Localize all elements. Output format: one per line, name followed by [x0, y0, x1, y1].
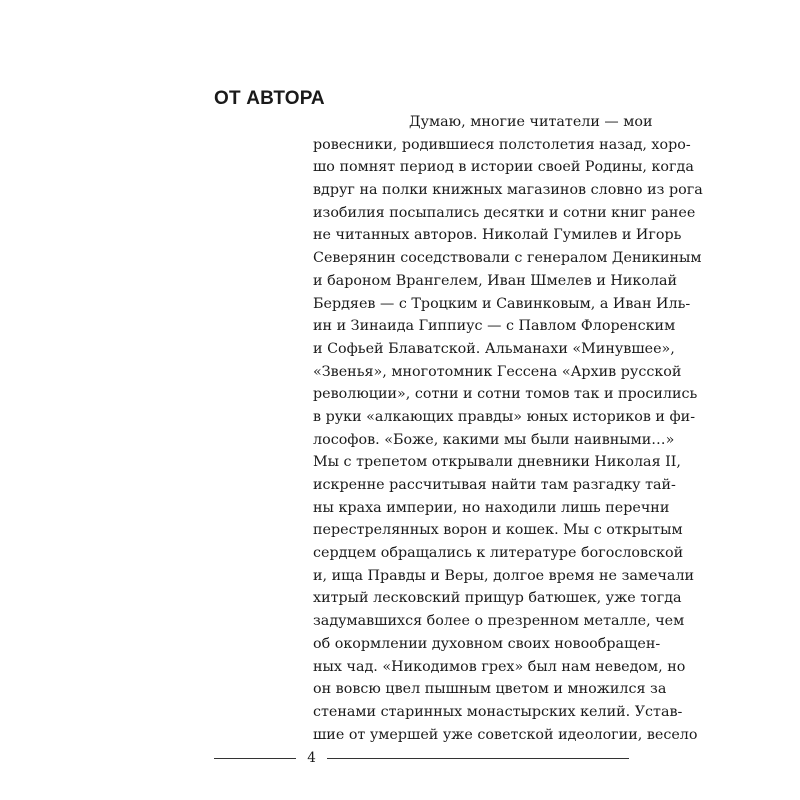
text-line: в руки «алкающих правды» юных историков и фи- [313, 408, 696, 425]
text-line: шо помнят период в истории своей Родины, когда [313, 159, 694, 176]
text-line: искренне рассчитывая найти там разгадку тай- [313, 477, 676, 493]
text-line: сердцем обращались к литературе богословской [313, 545, 684, 562]
page-footer [214, 749, 629, 769]
footer-rule-right [327, 758, 629, 759]
text-line: революции», сотни и сотни томов так и просились [313, 386, 698, 403]
text-line: «Звенья», многотомник Гессена «Архив русской [313, 363, 682, 380]
text-line: стенами старинных монастырских келий. Устав- [313, 703, 683, 720]
text-line: об окормлении духовном своих новообращен- [313, 635, 661, 652]
text-line: Северянин соседствовали с генералом Деникиным [313, 250, 702, 267]
text-line: ровесники, родившиеся полстолетия назад, хоро- [313, 136, 691, 153]
text-line: ны краха империи, но находили лишь перечни [313, 499, 670, 516]
text-line: и бароном Врангелем, Иван Шмелев и Николай [313, 272, 678, 289]
text-line: лософов. «Боже, какими мы были наивными…» [313, 431, 675, 448]
text-line: Думаю, многие читатели — мои [409, 114, 653, 130]
text-line: и Софьей Блаватской. Альманахи «Минувшее», [313, 340, 675, 357]
text-line: задумавшихся более о презренном металле, чем [313, 613, 685, 630]
text-line: Мы с трепетом открывали дневники Николая II, [313, 454, 681, 471]
footer-rule-left [214, 758, 296, 759]
text-line: не читанных авторов. Николай Гумилев и Игорь [313, 227, 682, 244]
text-line: ных чад. «Никодимов грех» был нам неведом, но [313, 658, 686, 675]
text-line: хитрый лесковский прищур батюшек, уже тогда [313, 590, 682, 607]
page-number: 4 [307, 750, 316, 766]
text-line: вдруг на полки книжных магазинов словно из рога [313, 182, 703, 199]
text-line: шие от умершей уже советской идеологии, весело [313, 726, 698, 743]
text-line: перестрелянных ворон и кошек. Мы с открытым [313, 522, 683, 539]
text-line: и, ища Правды и Веры, долгое время не замечали [313, 567, 695, 584]
text-line: Бердяев — с Троцким и Савинковым, а Иван Иль- [313, 295, 691, 312]
chapter-heading: ОТ АВТОРА [214, 88, 325, 109]
body-text [313, 111, 703, 746]
text-line: изобилия посыпались десятки и сотни книг ранее [313, 204, 696, 221]
text-line: он вовсю цвел пышным цветом и множился за [313, 681, 667, 698]
text-line: ин и Зинаида Гиппиус — с Павлом Флоренским [313, 318, 676, 335]
